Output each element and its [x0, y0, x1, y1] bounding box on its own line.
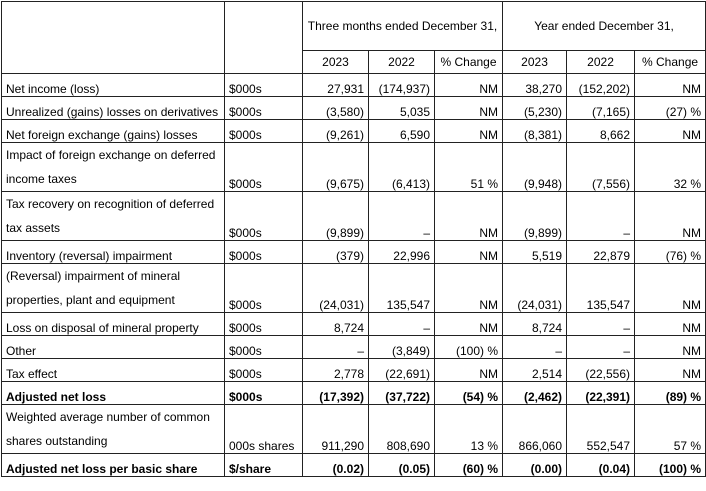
row-unit: 000s shares: [225, 405, 303, 454]
row-value: (24,031): [303, 264, 369, 313]
row-value: 911,290: [303, 405, 369, 454]
row-value: 8,662: [567, 120, 635, 143]
row-value: NM: [635, 359, 706, 382]
column-header: % Change: [435, 51, 503, 74]
row-value: 38,270: [503, 74, 567, 97]
row-value: (3,580): [303, 97, 369, 120]
row-value: NM: [435, 192, 503, 241]
row-value: (24,031): [503, 264, 567, 313]
column-header: 2022: [567, 51, 635, 74]
row-label: Other: [2, 336, 225, 359]
row-unit: $000s: [225, 143, 303, 192]
row-value: NM: [435, 97, 503, 120]
column-header: % Change: [635, 51, 706, 74]
row-label: Adjusted net loss per basic share: [2, 454, 225, 477]
row-value: (379): [303, 241, 369, 264]
row-value: NM: [635, 313, 706, 336]
table-row: [2, 264, 706, 313]
row-value: (6,413): [369, 143, 435, 192]
financial-table: [1, 1, 706, 477]
column-header: 2022: [369, 51, 435, 74]
table-row: [2, 74, 706, 97]
row-unit: $000s: [225, 336, 303, 359]
row-value: 13 %: [435, 405, 503, 454]
row-value: NM: [635, 120, 706, 143]
row-value: (0.04): [567, 454, 635, 477]
row-unit: $000s: [225, 359, 303, 382]
row-value: (0.02): [303, 454, 369, 477]
row-value: (174,937): [369, 74, 435, 97]
row-value: 57 %: [635, 405, 706, 454]
row-value: NM: [635, 336, 706, 359]
table-row: [2, 454, 706, 477]
row-value: NM: [435, 74, 503, 97]
row-value: (22,556): [567, 359, 635, 382]
row-value: (7,556): [567, 143, 635, 192]
row-value: 22,879: [567, 241, 635, 264]
row-value: (9,261): [303, 120, 369, 143]
row-value: (3,849): [369, 336, 435, 359]
table-row: [2, 97, 706, 120]
row-value: 22,996: [369, 241, 435, 264]
row-label: Net income (loss): [2, 74, 225, 97]
row-value: (0.05): [369, 454, 435, 477]
row-value: (22,691): [369, 359, 435, 382]
row-value: –: [303, 336, 369, 359]
row-value: 135,547: [369, 264, 435, 313]
row-value: 5,035: [369, 97, 435, 120]
row-unit: $000s: [225, 120, 303, 143]
row-value: (17,392): [303, 382, 369, 405]
row-value: (0.00): [503, 454, 567, 477]
row-value: (152,202): [567, 74, 635, 97]
row-value: (7,165): [567, 97, 635, 120]
row-value: 51 %: [435, 143, 503, 192]
row-value: 8,724: [503, 313, 567, 336]
table-row: [2, 382, 706, 405]
table-row: [2, 120, 706, 143]
table-row: [2, 359, 706, 382]
row-label: Unrealized (gains) losses on derivatives: [2, 97, 225, 120]
row-value: –: [567, 192, 635, 241]
table-row: [2, 143, 706, 192]
row-value: 2,778: [303, 359, 369, 382]
row-value: (89) %: [635, 382, 706, 405]
row-unit: $000s: [225, 74, 303, 97]
row-value: –: [567, 313, 635, 336]
row-label: Loss on disposal of mineral property: [2, 313, 225, 336]
row-value: (8,381): [503, 120, 567, 143]
table-row: [2, 241, 706, 264]
row-value: 866,060: [503, 405, 567, 454]
row-unit: $000s: [225, 192, 303, 241]
row-value: (2,462): [503, 382, 567, 405]
row-value: NM: [435, 359, 503, 382]
row-value: (100) %: [435, 336, 503, 359]
row-value: NM: [435, 120, 503, 143]
row-unit: $000s: [225, 313, 303, 336]
row-value: 27,931: [303, 74, 369, 97]
row-value: 6,590: [369, 120, 435, 143]
row-value: 2,514: [503, 359, 567, 382]
row-label: (Reversal) impairment of mineral properties, plant and equipment: [2, 264, 225, 313]
row-value: NM: [635, 74, 706, 97]
row-value: 32 %: [635, 143, 706, 192]
row-value: –: [369, 192, 435, 241]
row-value: NM: [635, 264, 706, 313]
row-value: (60) %: [435, 454, 503, 477]
row-value: NM: [435, 264, 503, 313]
row-value: –: [567, 336, 635, 359]
row-label: Adjusted net loss: [2, 382, 225, 405]
row-value: –: [369, 313, 435, 336]
row-label: Impact of foreign exchange on deferred income taxes: [2, 143, 225, 192]
row-value: 8,724: [303, 313, 369, 336]
row-value: (27) %: [635, 97, 706, 120]
column-header: 2023: [503, 51, 567, 74]
header-blank-unit: [225, 2, 303, 74]
table-row: [2, 336, 706, 359]
row-unit: $/share: [225, 454, 303, 477]
header-three-months: Three months ended December 31,: [303, 2, 503, 51]
row-label: Inventory (reversal) impairment: [2, 241, 225, 264]
row-label: Tax recovery on recognition of deferred tax assets: [2, 192, 225, 241]
row-value: (9,675): [303, 143, 369, 192]
row-value: (37,722): [369, 382, 435, 405]
row-value: (76) %: [635, 241, 706, 264]
row-value: (9,899): [303, 192, 369, 241]
row-value: 135,547: [567, 264, 635, 313]
row-value: (100) %: [635, 454, 706, 477]
row-value: 5,519: [503, 241, 567, 264]
row-unit: $000s: [225, 264, 303, 313]
row-value: NM: [435, 313, 503, 336]
header-year-ended: Year ended December 31,: [503, 2, 706, 51]
table-row: [2, 313, 706, 336]
column-header: 2023: [303, 51, 369, 74]
row-value: NM: [435, 241, 503, 264]
row-unit: $000s: [225, 241, 303, 264]
table-row: [2, 192, 706, 241]
row-value: 808,690: [369, 405, 435, 454]
row-value: (5,230): [503, 97, 567, 120]
row-value: (9,899): [503, 192, 567, 241]
header-blank: [2, 2, 225, 74]
row-value: (9,948): [503, 143, 567, 192]
row-label: Weighted average number of common shares outstanding: [2, 405, 225, 454]
row-value: –: [503, 336, 567, 359]
row-value: 552,547: [567, 405, 635, 454]
row-label: Tax effect: [2, 359, 225, 382]
row-unit: $000s: [225, 97, 303, 120]
row-value: (22,391): [567, 382, 635, 405]
row-value: (54) %: [435, 382, 503, 405]
row-unit: $000s: [225, 382, 303, 405]
table-body: [2, 74, 706, 477]
table-row: [2, 405, 706, 454]
header-group-row: [2, 2, 706, 51]
row-value: NM: [635, 192, 706, 241]
row-label: Net foreign exchange (gains) losses: [2, 120, 225, 143]
